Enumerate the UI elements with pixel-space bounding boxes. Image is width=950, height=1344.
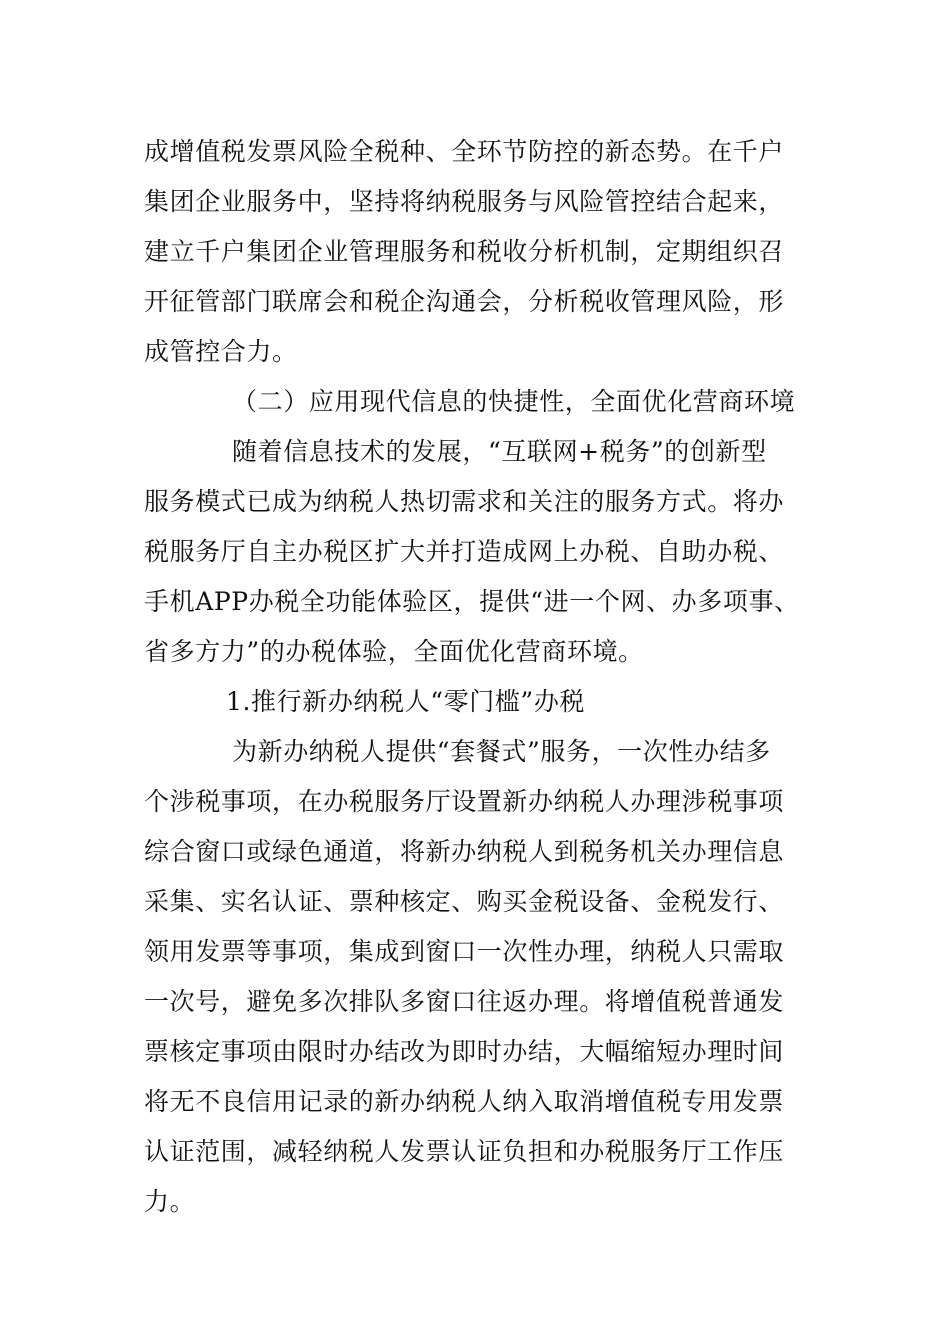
paragraph-1-line-4: 开征管部门联席会和税企沟通会，分析税收管理风险，形 bbox=[144, 287, 785, 316]
paragraph-3-line-9: 认证范围，减轻纳税人发票认证负担和办税服务厅工作压 bbox=[144, 1137, 785, 1166]
paragraph-1-line-5: 成管控合力。 bbox=[144, 337, 298, 366]
paragraph-1-line-3: 建立千户集团企业管理服务和税收分析机制，定期组织召 bbox=[144, 237, 785, 266]
paragraph-2-line-3: 税服务厅自主办税区扩大并打造成网上办税、自助办税、 bbox=[144, 537, 785, 566]
paragraph-3-line-4: 采集、实名认证、票种核定、购买金税设备、金税发行、 bbox=[144, 887, 785, 916]
paragraph-3-line-5: 领用发票等事项，集成到窗口一次性办理，纳税人只需取 bbox=[144, 937, 785, 966]
paragraph-2-line-2: 服务模式已成为纳税人热切需求和关注的服务方式。将办 bbox=[144, 487, 785, 516]
paragraph-3-line-3: 综合窗口或绿色通道，将新办纳税人到税务机关办理信息 bbox=[144, 837, 785, 866]
paragraph-3-line-6: 一次号，避免多次排队多窗口往返办理。将增值税普通发 bbox=[144, 987, 785, 1016]
paragraph-2-line-1: 随着信息技术的发展，“互联网+税务”的创新型 bbox=[232, 437, 767, 466]
paragraph-3-line-2: 个涉税事项，在办税服务厅设置新办纳税人办理涉税事项 bbox=[144, 787, 785, 816]
paragraph-2-line-4: 手机APP办税全功能体验区，提供“进一个网、办多项事、 bbox=[144, 587, 800, 616]
paragraph-1-line-1: 成增值税发票风险全税种、全环节防控的新态势。在千户 bbox=[144, 137, 785, 166]
paragraph-3-line-7: 票核定事项由限时办结改为即时办结，大幅缩短办理时间 bbox=[144, 1037, 785, 1066]
paragraph-2-line-5: 省多方力”的办税体验，全面优化营商环境。 bbox=[144, 637, 644, 666]
subsection-heading: 1.推行新办纳税人“零门槛”办税 bbox=[226, 687, 586, 716]
section-heading: （二）应用现代信息的快捷性，全面优化营商环境 bbox=[232, 387, 796, 416]
paragraph-1-line-2: 集团企业服务中，坚持将纳税服务与风险管控结合起来， bbox=[144, 187, 785, 216]
paragraph-3-line-8: 将无不良信用记录的新办纳税人纳入取消增值税专用发票 bbox=[144, 1087, 785, 1116]
paragraph-3-line-1: 为新办纳税人提供“套餐式”服务，一次性办结多 bbox=[232, 737, 771, 766]
paragraph-3-line-10: 力。 bbox=[144, 1187, 196, 1216]
